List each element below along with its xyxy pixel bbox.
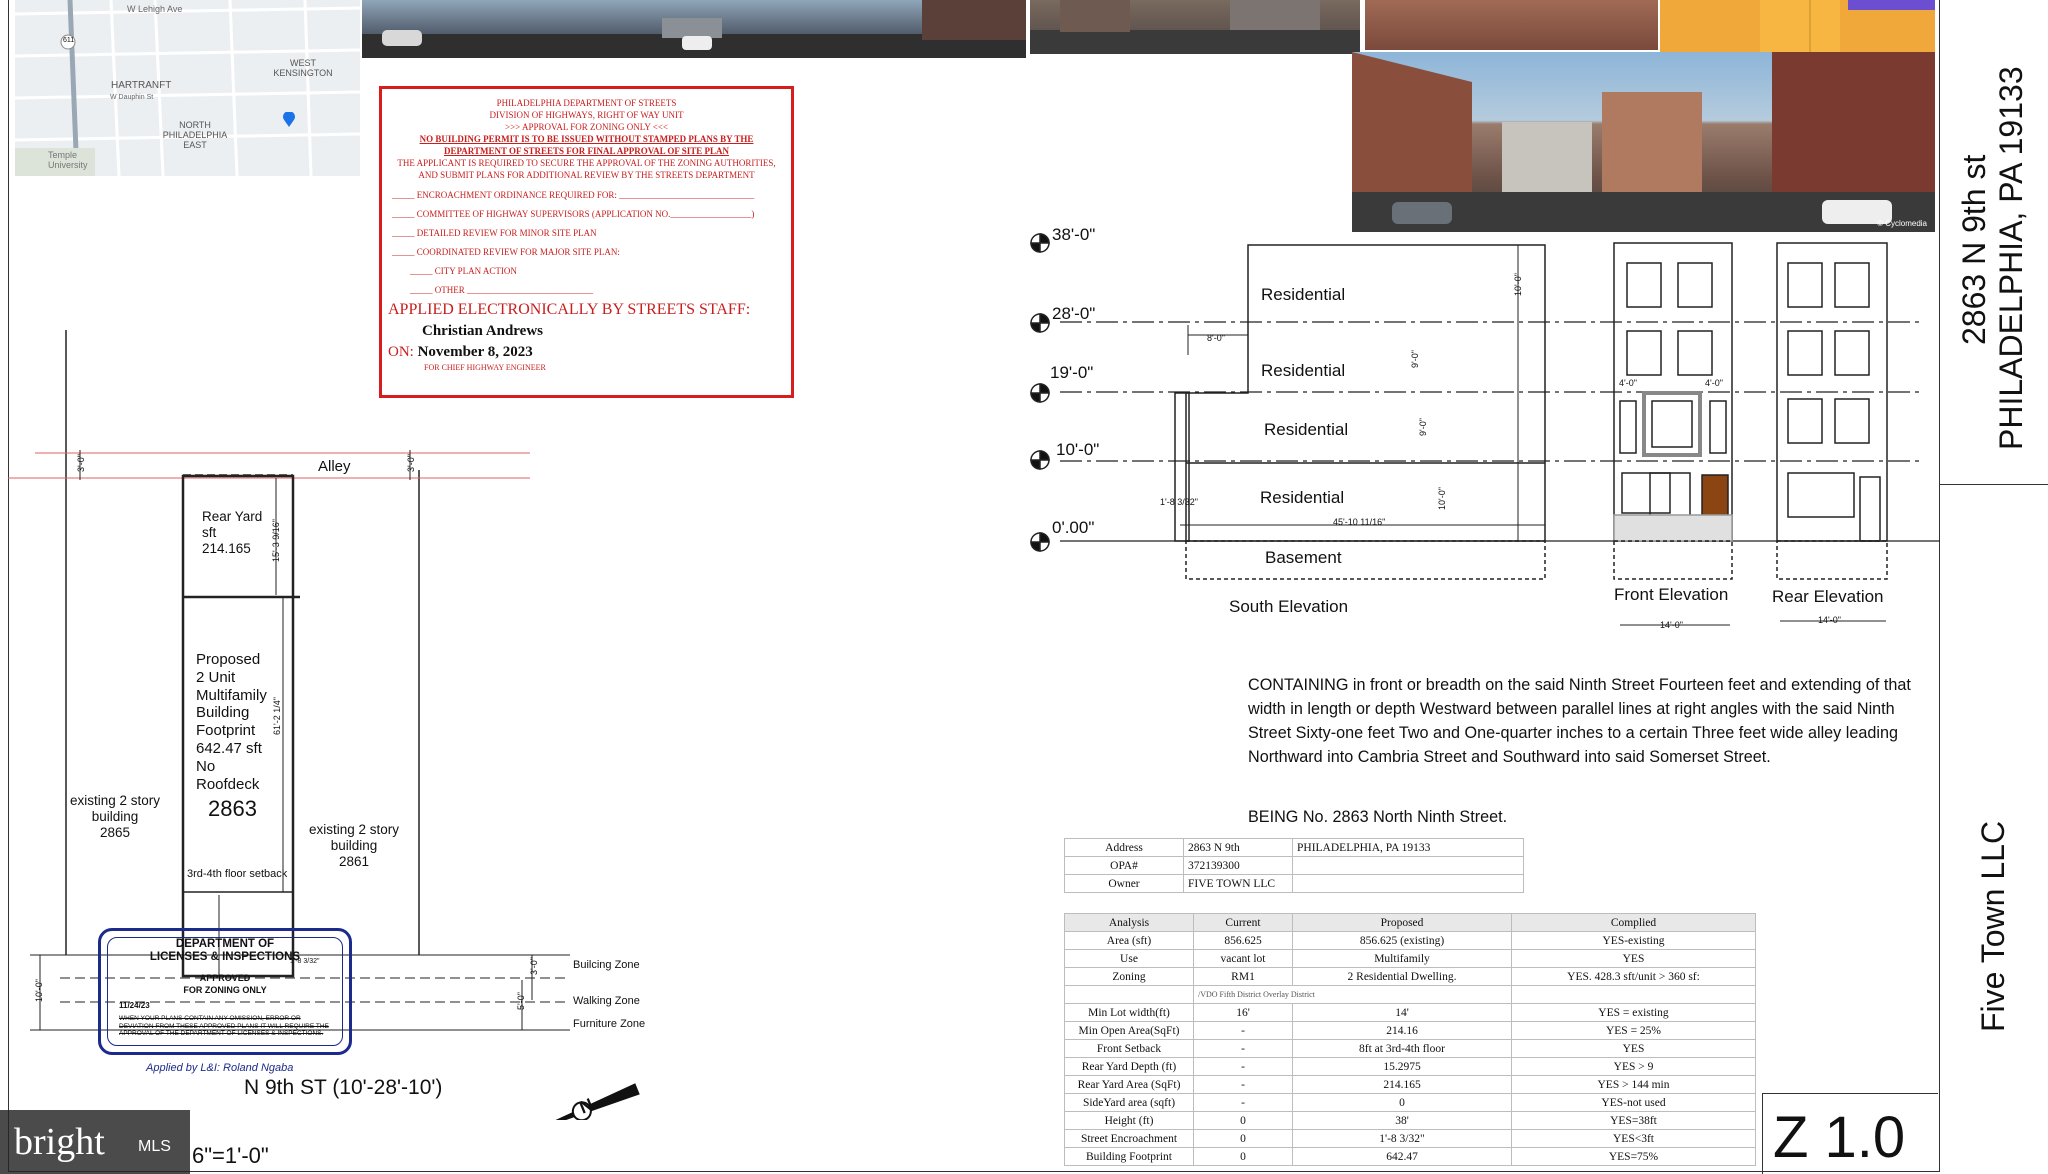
dim-label: 8'-0" bbox=[1207, 333, 1225, 343]
footprint-label: Proposed 2 Unit Multifamily Building Footprint 642.47 sft No Roofdeck bbox=[196, 651, 267, 793]
front-elevation-label: Front Elevation bbox=[1614, 585, 1729, 604]
table-row: Min Lot width(ft) 16' 14' YES = existing bbox=[1065, 1004, 1756, 1022]
alley-label: Alley bbox=[318, 458, 351, 475]
stamp-line: AND SUBMIT PLANS FOR ADDITIONAL REVIEW BY THE STREETS DEPARTMENT bbox=[418, 170, 755, 180]
stamp-date: November 8, 2023 bbox=[417, 344, 533, 360]
zone-label: Builcing Zone bbox=[573, 959, 640, 971]
stamp-line: PHILADELPHIA DEPARTMENT OF STREETS bbox=[496, 98, 677, 108]
level-label: 28'-0" bbox=[1052, 304, 1096, 323]
li-warning: WHEN YOUR PLANS CONTAIN ANY OMISSION, ERROR OR DEVIATION FROM THESE APPROVED PLANS IT WILL REQUIRE THE APPROVAL OF THE DEPARTMENT OF LICENSES & INSPECTIONS. bbox=[119, 1015, 329, 1037]
dim-label: 4'-0" bbox=[1619, 378, 1637, 388]
map-pin-icon bbox=[283, 112, 295, 128]
li-dept: DEPARTMENT OF bbox=[175, 938, 275, 950]
table-row: Use vacant lot Multifamily YES bbox=[1065, 950, 1756, 968]
basement-label: Basement bbox=[1265, 548, 1342, 567]
dim-label: 5'-0" bbox=[516, 992, 526, 1010]
rear-yard-dim: 15'-3 9/16" bbox=[271, 519, 281, 562]
table-row: Street Encroachment 0 1'-8 3/32" YES<3ft bbox=[1065, 1130, 1756, 1148]
li-zoning: FOR ZONING ONLY bbox=[183, 985, 267, 995]
dim-label: 3'-0" bbox=[529, 957, 539, 975]
street-photo bbox=[1352, 52, 1935, 232]
table-row: /VDO Fifth District Overlay District bbox=[1065, 986, 1756, 1004]
map-label: W Lehigh Ave bbox=[127, 4, 183, 14]
stamp-option: _____ CITY PLAN ACTION bbox=[392, 266, 517, 276]
table-row: SideYard area (sqft) - 0 YES-not used bbox=[1065, 1094, 1756, 1112]
south-elevation-label: South Elevation bbox=[1229, 597, 1349, 616]
right-building-label: existing 2 story building 2861 bbox=[309, 822, 400, 869]
table-row: Min Open Area(SqFt) - 214.16 YES = 25% bbox=[1065, 1022, 1756, 1040]
table-row: OPA# 372139300 bbox=[1065, 857, 1524, 875]
stamp-footer: FOR CHIEF HIGHWAY ENGINEER bbox=[424, 363, 546, 372]
sheet-number: Z 1.0 bbox=[1773, 1105, 1906, 1170]
route-badge: 611 bbox=[63, 37, 75, 44]
floor-label: Residential bbox=[1260, 488, 1345, 507]
setback-label: 3rd-4th floor setback bbox=[187, 868, 288, 880]
staff-name: Christian Andrews bbox=[422, 323, 543, 339]
scale-label: 6"=1'-0" bbox=[192, 1143, 269, 1168]
stamp-option: _____ DETAILED REVIEW FOR MINOR SITE PLAN bbox=[392, 228, 597, 238]
table-row: Zoning RM1 2 Residential Dwelling. YES. 428.3 sft/unit > 360 sf: bbox=[1065, 968, 1756, 986]
photo-credit: © Cyclomedia bbox=[1877, 219, 1927, 228]
project-city: PHILADELPHIA, PA 19133 bbox=[1993, 66, 2029, 450]
dim-label: 3'-0" bbox=[406, 454, 416, 472]
footprint-dim: 61'-2 1/4" bbox=[272, 697, 282, 735]
table-row: Building Footprint 0 642.47 YES=75% bbox=[1065, 1148, 1756, 1166]
dim-label: 45'-10 11/16" bbox=[1333, 517, 1386, 527]
street-photo bbox=[1030, 0, 1360, 54]
map-label: WEST KENSINGTON bbox=[273, 58, 333, 78]
north-label: N bbox=[576, 1094, 597, 1118]
dim-label: 10'-0" bbox=[34, 979, 44, 1002]
mls-watermark bbox=[0, 1110, 190, 1174]
legal-description: CONTAINING in front or breadth on the said Ninth Street Fourteen feet and extending of that width in length or depth Westward between parallel lines at right angles with the said Ninth Street Sixty-one feet Two and One-quarter inches to a certain Three feet wide alley leading Northward into Cambria Street and Southward into said Somerset Street. bbox=[1248, 676, 1911, 766]
level-label: 0'.00" bbox=[1052, 518, 1095, 537]
aerial-photo bbox=[1660, 0, 1935, 52]
table-row: Rear Yard Depth (ft) - 15.2975 YES > 9 bbox=[1065, 1058, 1756, 1076]
dim-label: 1'-8 3/32" bbox=[290, 958, 320, 965]
stamp-option: _____ OTHER ____________________________ bbox=[392, 285, 593, 295]
table-row: Area (sft) 856.625 856.625 (existing) YES-existing bbox=[1065, 932, 1756, 950]
on-label: ON: bbox=[388, 344, 414, 360]
rear-yard-label: Rear Yard sft 214.165 bbox=[202, 509, 263, 556]
stamp-option: _____ COMMITTEE OF HIGHWAY SUPERVISORS (APPLICATION NO.__________________) bbox=[392, 209, 755, 219]
property-info-table bbox=[1064, 838, 1524, 893]
sheet-number-box bbox=[1762, 1093, 1938, 1174]
elevations-drawing bbox=[1020, 225, 1940, 645]
zone-label: Furniture Zone bbox=[573, 1018, 646, 1030]
street-photo bbox=[1365, 0, 1658, 50]
table-row: Height (ft) 0 38' YES=38ft bbox=[1065, 1112, 1756, 1130]
li-approval-stamp bbox=[98, 928, 352, 1055]
li-approved: APPROVED bbox=[199, 973, 251, 983]
title-block bbox=[1940, 0, 2048, 1174]
map-label: W Dauphin St bbox=[110, 94, 154, 101]
dim-label: 10'-0" bbox=[1437, 487, 1447, 510]
company-name: Five Town LLC bbox=[1975, 820, 2011, 1032]
street-label: N 9th ST (10'-28'-10') bbox=[244, 1076, 443, 1099]
location-map bbox=[15, 0, 360, 176]
zoning-analysis-table bbox=[1064, 913, 1756, 1166]
stamp-line: DEPARTMENT OF STREETS FOR FINAL APPROVAL OF SITE PLAN bbox=[443, 146, 730, 156]
level-marker-icon bbox=[1031, 234, 1049, 551]
stamp-line: DIVISION OF HIGHWAYS, RIGHT OF WAY UNIT bbox=[489, 110, 684, 120]
li-applied-by: Applied by L&I: Roland Ngaba bbox=[146, 1062, 294, 1074]
table-header-row: Analysis Current Proposed Complied bbox=[1065, 914, 1756, 932]
dim-label: 4'-0" bbox=[1705, 378, 1723, 388]
project-address: 2863 N 9th st bbox=[1956, 154, 1992, 345]
table-row: Address 2863 N 9th PHILADELPHIA, PA 19133 bbox=[1065, 839, 1524, 857]
floor-label: Residential bbox=[1264, 420, 1349, 439]
stamp-option: _____ ENCROACHMENT ORDINANCE REQUIRED FOR: ______________________________ bbox=[392, 190, 755, 200]
left-building-label: existing 2 story building 2865 bbox=[70, 793, 161, 840]
stamp-line: THE APPLICANT IS REQUIRED TO SECURE THE APPROVAL OF THE ZONING AUTHORITIES, bbox=[397, 158, 776, 168]
lot-number: 2863 bbox=[208, 796, 257, 821]
floor-label: Residential bbox=[1261, 361, 1346, 380]
map-label: Temple University bbox=[48, 150, 88, 170]
table-row: Front Setback - 8ft at 3rd-4th floor YES bbox=[1065, 1040, 1756, 1058]
stamp-applied: APPLIED ELECTRONICALLY BY STREETS STAFF: bbox=[388, 301, 751, 318]
li-dept2: LICENSES & INSPECTIONS bbox=[149, 951, 301, 963]
dim-label: 1'-8 3/32" bbox=[1160, 497, 1198, 507]
floor-label: Residential bbox=[1261, 285, 1346, 304]
map-label: NORTH PHILADELPHIA EAST bbox=[162, 120, 228, 150]
dim-label: 9'-0" bbox=[1410, 350, 1420, 368]
map-label: HARTRANFT bbox=[111, 80, 172, 91]
street-photo bbox=[362, 0, 1026, 58]
dim-label: 3'-0" bbox=[76, 454, 86, 472]
li-date: 11/24/23 bbox=[119, 1001, 150, 1010]
stamp-option: _____ COORDINATED REVIEW FOR MAJOR SITE PLAN: bbox=[392, 247, 620, 257]
legal-being: BEING No. 2863 North Ninth Street. bbox=[1248, 808, 1508, 826]
dim-label: 14'-0" bbox=[1818, 615, 1841, 625]
rear-elevation-label: Rear Elevation bbox=[1772, 587, 1884, 606]
level-label: 38'-0" bbox=[1052, 225, 1096, 244]
level-label: 19'-0" bbox=[1050, 363, 1094, 382]
watermark-suffix: MLS bbox=[138, 1138, 171, 1155]
stamp-line: NO BUILDING PERMIT IS TO BE ISSUED WITHOUT STAMPED PLANS BY THE bbox=[419, 134, 754, 144]
table-row: Rear Yard Area (SqFt) - 214.165 YES > 144 min bbox=[1065, 1076, 1756, 1094]
dim-label: 9'-0" bbox=[1418, 418, 1428, 436]
dim-label: 14'-0" bbox=[1660, 620, 1683, 630]
level-label: 10'-0" bbox=[1056, 440, 1100, 459]
dim-label: 10'-0" bbox=[1513, 273, 1523, 296]
watermark-brand: bright bbox=[14, 1121, 105, 1163]
zone-label: Walking Zone bbox=[573, 995, 640, 1007]
table-row: Owner FIVE TOWN LLC bbox=[1065, 875, 1524, 893]
stamp-line: >>> APPROVAL FOR ZONING ONLY <<< bbox=[505, 122, 668, 132]
